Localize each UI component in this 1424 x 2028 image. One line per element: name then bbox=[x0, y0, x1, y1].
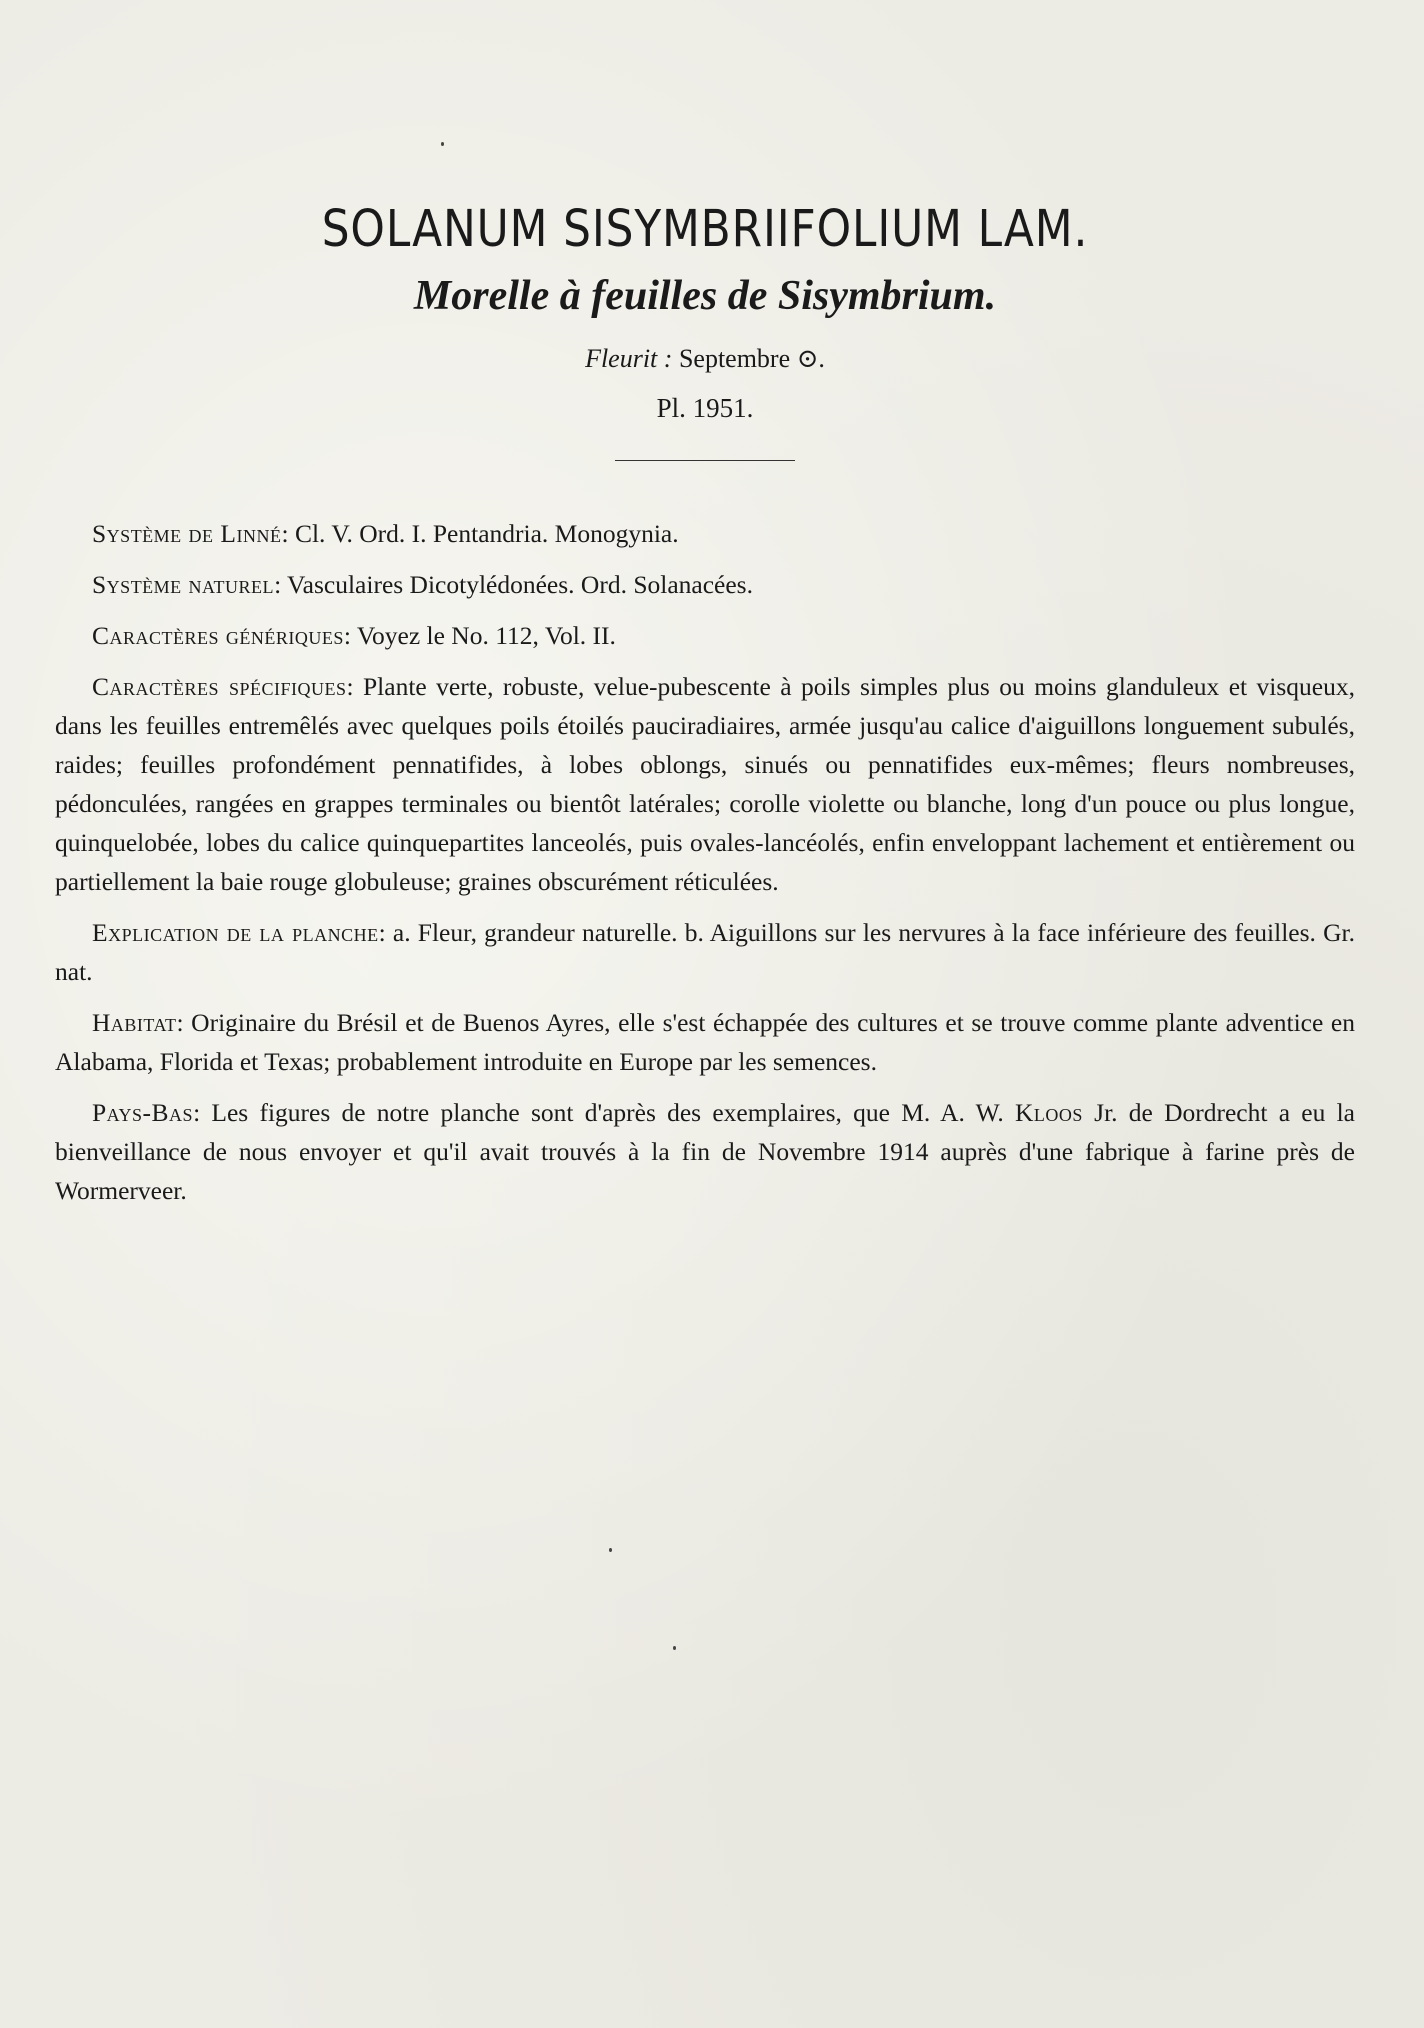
species-title: SOLANUM SISYMBRIIFOLIUM LAM. bbox=[321, 200, 1089, 259]
section-text: : Voyez le No. 112, Vol. II. bbox=[343, 621, 616, 650]
section-label: Caractères spécifiques bbox=[92, 672, 347, 701]
document-header bbox=[55, 200, 1355, 461]
section-text: : Plante verte, robuste, velue-pubescente à poils simples plus ou moins glanduleux et visqueux, dans les feuilles entremêlés avec quelques poils étoilés pauciradiaires, armée jusqu'au calice d'aiguillons longuement subulés, raides; feuilles profondément pennatifides, à lobes oblongs, sinués ou pennatifides eux-mêmes; fleurs nombreuses, pédonculées, rangées en grappes terminales ou bientôt latérales; corolle violette ou blanche, long d'un pouce ou plus longue, quinquelobée, lobes du calice quinquepartites lanceolés, puis ovales-lancéolés, enfin enveloppant lachement et entièrement ou partiellement la baie rouge globuleuse; graines obscurément réticulées. bbox=[55, 672, 1355, 896]
section-text: : Vasculaires Dicotylédonées. Ord. Solanacées. bbox=[274, 570, 753, 599]
header-divider bbox=[615, 460, 795, 461]
section-label: Système de Linné bbox=[92, 519, 282, 548]
common-name: Morelle à feuilles de Sisymbrium. bbox=[413, 273, 997, 319]
flowering-label: Fleurit : bbox=[585, 344, 673, 373]
section-text: : Cl. V. Ord. I. Pentandria. Monogynia. bbox=[281, 519, 679, 548]
plate-number: Pl. 1951. bbox=[656, 393, 754, 423]
document-body bbox=[55, 514, 1355, 1222]
section-caracteres-specifiques bbox=[55, 667, 1355, 901]
section-label: Système naturel bbox=[92, 570, 275, 599]
section-habitat bbox=[55, 1003, 1355, 1081]
section-pays-bas bbox=[55, 1093, 1355, 1210]
section-text: : a. Fleur, grandeur naturelle. b. Aiguillons sur les nervures à la face inférieure des feuilles. Gr. nat. bbox=[55, 918, 1355, 986]
flowering-line bbox=[55, 342, 1355, 376]
collector-name: Kloos bbox=[1015, 1098, 1083, 1127]
section-label: Pays-Bas bbox=[92, 1098, 194, 1127]
section-label: Caractères génériques bbox=[92, 621, 344, 650]
section-linne bbox=[55, 514, 1355, 553]
document-page bbox=[55, 0, 1355, 2028]
section-label: Habitat bbox=[92, 1008, 177, 1037]
section-text: : Originaire du Brésil et de Buenos Ayres, elle s'est échappée des cultures et se trouve comme plante adventice en Alabama, Florida et Texas; probablement introduite en Europe par les semences. bbox=[55, 1008, 1355, 1076]
paper-speck bbox=[609, 1548, 612, 1552]
section-explication bbox=[55, 913, 1355, 991]
section-text: : Les figures de notre planche sont d'après des exemplaires, que M. A. W. bbox=[193, 1098, 1015, 1127]
paper-speck bbox=[673, 1646, 676, 1650]
flowering-value: Septembre ⊙. bbox=[678, 344, 825, 373]
section-systeme-naturel bbox=[55, 565, 1355, 604]
section-label: Explication de la planche bbox=[92, 918, 379, 947]
paper-speck bbox=[441, 142, 444, 146]
section-text: Jr. de Dordrecht a eu la bienveillance de nous envoyer et qu'il avait trouvés à la fin de Novembre 1914 auprès d'une fabrique à farine près de Wormerveer. bbox=[55, 1098, 1355, 1205]
section-caracteres-generiques bbox=[55, 616, 1355, 655]
